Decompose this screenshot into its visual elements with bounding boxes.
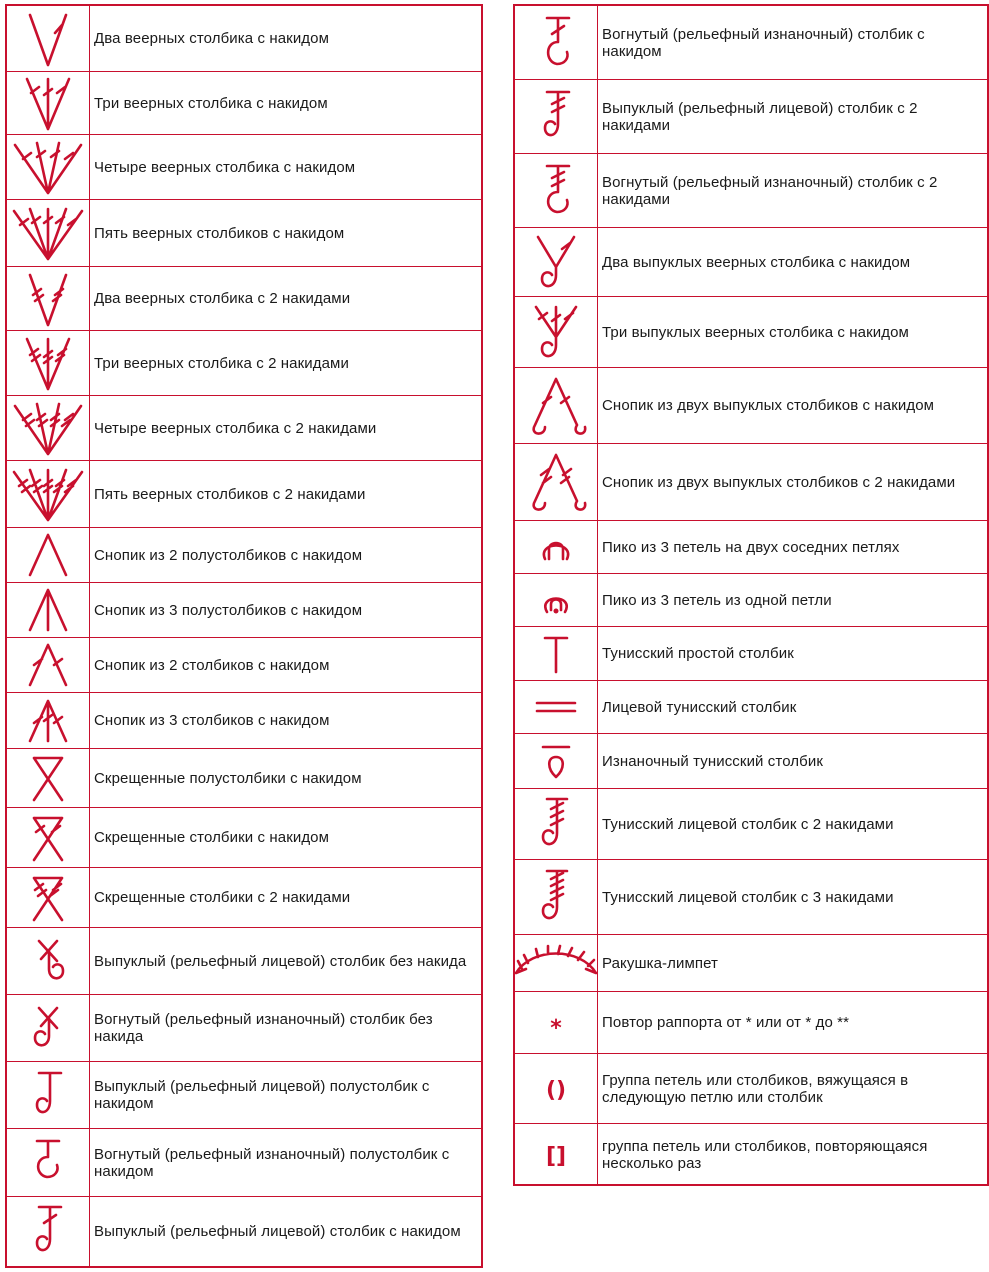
parentheses-glyph: () <box>545 1077 567 1103</box>
fan-5-stitches-2yo-symbol <box>7 461 90 527</box>
back-post-hdc-symbol <box>7 1129 90 1196</box>
legend-label: Два веерных столбика с накидом <box>94 30 330 47</box>
legend-label: Вогнутый (рельефный изнаночный) полустолбик с накидом <box>94 1145 450 1180</box>
crossed-dc-symbol <box>7 808 90 867</box>
asterisk-glyph: * <box>550 1015 562 1041</box>
legend-row <box>7 1061 481 1128</box>
tunisian-dc-2yo-symbol <box>515 789 598 859</box>
fan-2-stitches-2yo-symbol <box>7 267 90 330</box>
fan-4-stitches-1yo-symbol <box>7 135 90 199</box>
legend-label: Тунисский простой столбик <box>602 645 794 662</box>
legend-row <box>7 1196 481 1266</box>
back-post-dc-symbol <box>515 6 598 79</box>
picot-two-loops-symbol <box>515 521 598 573</box>
legend-label: Пико из 3 петель на двух соседних петлях <box>602 538 900 556</box>
legend-row <box>7 71 481 134</box>
front-post-cluster-2-tr-symbol <box>515 444 598 520</box>
fan-4-stitches-2yo-symbol <box>7 396 90 460</box>
cluster-2-dc-symbol <box>7 638 90 692</box>
legend-row <box>515 153 987 227</box>
fan-3-stitches-1yo-symbol <box>7 72 90 134</box>
legend-row <box>515 859 987 934</box>
legend-label: Выпуклый (рельефный лицевой) столбик с накидом <box>94 1223 461 1240</box>
legend-row <box>7 460 481 527</box>
legend-label: Снопик из двух выпуклых столбиков с 2 накидами <box>602 473 956 491</box>
legend-row <box>7 199 481 266</box>
legend-row <box>7 582 481 637</box>
back-post-tr-symbol <box>515 154 598 227</box>
legend-row <box>515 934 987 991</box>
fan-3-stitches-2yo-symbol <box>7 331 90 395</box>
picot-one-loop-symbol <box>515 574 598 626</box>
legend-row <box>7 134 481 199</box>
legend-label: Скрещенные столбики с 2 накидами <box>94 889 351 906</box>
tunisian-simple-symbol <box>515 627 598 680</box>
fan-5-stitches-1yo-symbol <box>7 200 90 266</box>
fan-2-stitches-1yo-symbol <box>7 6 90 71</box>
legend-row <box>7 994 481 1061</box>
legend-label: Снопик из двух выпуклых столбиков с накидом <box>602 397 935 414</box>
front-post-sc-symbol <box>7 928 90 994</box>
legend-label: группа петель или столбиков, повторяющаяся несколько раз <box>602 1138 928 1172</box>
legend-label: Четыре веерных столбика с 2 накидами <box>94 419 377 437</box>
legend-label: Выпуклый (рельефный лицевой) полустолбик с накидом <box>94 1078 430 1112</box>
legend-row <box>7 527 481 582</box>
cluster-3-dc-symbol <box>7 693 90 748</box>
legend-label: Тунисский лицевой столбик с 2 накидами <box>602 815 894 833</box>
legend-label: Скрещенные столбики с накидом <box>94 829 330 846</box>
front-post-tr-symbol <box>515 80 598 153</box>
legend-row <box>515 79 987 153</box>
legend-label: Три веерных столбика с накидом <box>94 94 328 112</box>
legend-label: Пять веерных столбиков с накидом <box>94 224 345 242</box>
legend-label: Группа петель или столбиков, вяжущаяся в следующую петлю или столбик <box>602 1071 909 1106</box>
back-post-sc-symbol <box>7 995 90 1061</box>
front-post-cluster-2-symbol <box>515 368 598 443</box>
legend-row <box>7 637 481 692</box>
front-post-fan-2-symbol <box>515 228 598 296</box>
legend-label: Лицевой тунисский столбик <box>602 698 797 716</box>
legend-label: Снопик из 2 полустолбиков с накидом <box>94 546 363 564</box>
legend-row <box>515 626 987 680</box>
front-post-fan-3-symbol <box>515 297 598 367</box>
legend-label: Два веерных столбика с 2 накидами <box>94 290 351 307</box>
legend-row <box>515 6 987 79</box>
tunisian-dc-3yo-symbol <box>515 860 598 934</box>
legend-row <box>7 395 481 460</box>
brackets-symbol <box>515 1124 598 1186</box>
front-post-dc-symbol <box>7 1197 90 1266</box>
legend-label: Повтор раппорта от * или от * до ** <box>602 1014 850 1031</box>
legend-row <box>515 788 987 859</box>
cluster-3-hdc-symbol <box>7 583 90 637</box>
legend-label: Снопик из 3 столбиков с накидом <box>94 712 330 729</box>
legend-label: Три веерных столбика с 2 накидами <box>94 354 349 372</box>
legend-label: Пико из 3 петель из одной петли <box>602 591 832 609</box>
legend-row <box>515 573 987 626</box>
legend-label: Снопик из 3 полустолбиков с накидом <box>94 601 363 619</box>
crossed-hdc-symbol <box>7 749 90 807</box>
right-legend-table <box>513 4 989 1186</box>
legend-label: Изнаночный тунисский столбик <box>602 752 823 770</box>
legend-row <box>7 867 481 927</box>
legend-row <box>7 330 481 395</box>
legend-label: Вогнутый (рельефный изнаночный) столбик с 2 накидами <box>602 173 938 208</box>
legend-row <box>515 1053 987 1123</box>
legend-row <box>515 991 987 1053</box>
legend-label: Два выпуклых веерных столбика с накидом <box>602 253 911 271</box>
legend-label: Вогнутый (рельефный изнаночный) столбик без накида <box>94 1011 433 1045</box>
legend-row <box>515 296 987 367</box>
legend-label: Три выпуклых веерных столбика с накидом <box>602 323 909 341</box>
legend-label: Выпуклый (рельефный лицевой) столбик с 2 накидами <box>602 99 918 134</box>
legend-row <box>515 227 987 296</box>
asterisk-symbol <box>515 992 598 1053</box>
legend-row <box>7 6 481 71</box>
parentheses-symbol <box>515 1054 598 1123</box>
legend-label: Вогнутый (рельефный изнаночный) столбик с накидом <box>602 25 925 60</box>
legend-label: Снопик из 2 столбиков с накидом <box>94 656 330 674</box>
legend-row <box>515 443 987 520</box>
legend-row <box>515 367 987 443</box>
legend-label: Ракушка-лимпет <box>602 954 719 972</box>
crossed-tr-symbol <box>7 868 90 927</box>
legend-row <box>515 680 987 733</box>
legend-row <box>7 266 481 330</box>
tunisian-knit-symbol <box>515 681 598 733</box>
front-post-hdc-symbol <box>7 1062 90 1128</box>
legend-row <box>7 807 481 867</box>
left-legend-table <box>5 4 483 1268</box>
legend-row <box>515 1123 987 1186</box>
legend-label: Выпуклый (рельефный лицевой) столбик без накида <box>94 952 467 970</box>
legend-row <box>515 733 987 788</box>
legend-label: Пять веерных столбиков с 2 накидами <box>94 485 366 503</box>
legend-label: Скрещенные полустолбики с накидом <box>94 769 362 787</box>
legend-label: Четыре веерных столбика с накидом <box>94 158 356 176</box>
limpet-shell-symbol <box>515 935 598 991</box>
legend-row <box>7 692 481 748</box>
legend-label: Тунисский лицевой столбик с 3 накидами <box>602 888 894 906</box>
legend-row <box>7 748 481 807</box>
legend-row <box>7 1128 481 1196</box>
cluster-2-hdc-symbol <box>7 528 90 582</box>
brackets-glyph: [] <box>545 1144 567 1169</box>
tunisian-purl-symbol <box>515 734 598 788</box>
legend-row <box>515 520 987 573</box>
legend-row <box>7 927 481 994</box>
